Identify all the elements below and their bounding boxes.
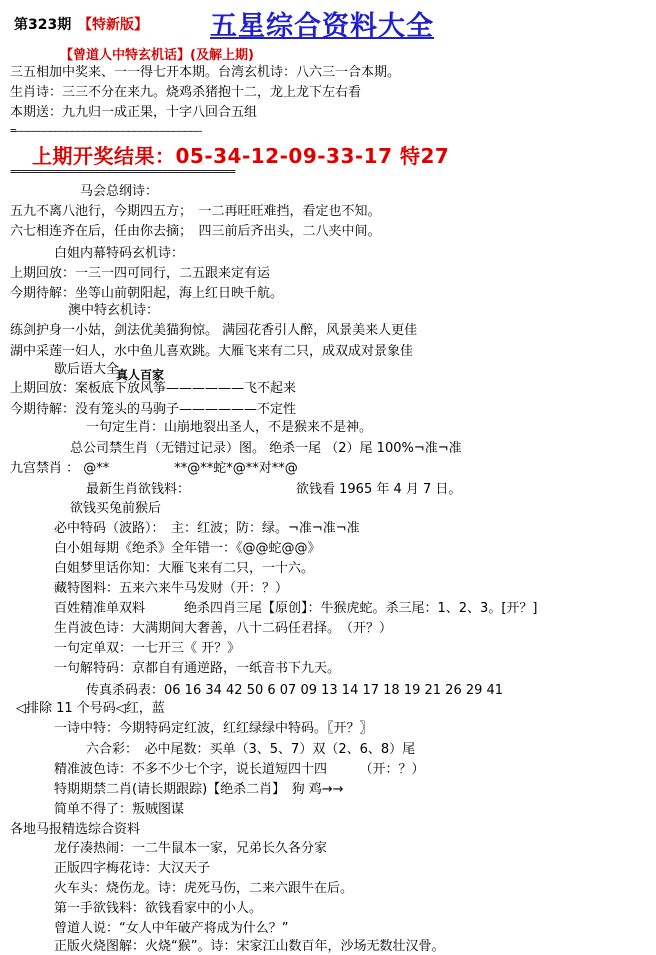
edition-label: 【特新版】 xyxy=(78,17,148,33)
page-title: 五星综合资料大全 xyxy=(210,11,434,42)
teqi-line: 特期期禁二肖(请长期跟踪)【绝杀二肖】 狗 鸡→→ xyxy=(54,782,344,797)
region-item: 第一手欲钱料：欲钱看家中的小人。 xyxy=(54,901,263,916)
baijie-title: 白姐内幕特码玄机诗： xyxy=(54,246,185,261)
teaser-line: 生肖诗：三三不分在来九。烧鸡杀猪抱十二，龙上龙下左右看 xyxy=(10,85,362,100)
teaser-line: 本期送：九九归一成正果，十字八回合五组 xyxy=(10,105,258,120)
teaser-line: 三五相加中奖来、一一得七开本期。台湾玄机诗：八六三一合本期。 xyxy=(10,65,401,80)
double-divider: ======================================== xyxy=(10,165,235,178)
zonggongsi-line: 总公司禁生肖（无错过记录）图。 绝杀一尾 （2）尾 100%¬准¬准 xyxy=(70,441,462,456)
mahui-title: 马会总纲诗： xyxy=(80,184,159,199)
item-line: 白小姐每期《绝杀》全年错一：《@@蛇@@》 xyxy=(54,541,321,556)
xiehouyu-line: 上期回放：案板底下放风筝——————飞不起来 xyxy=(10,381,297,396)
mahui-line: 五九不离八池行，今期四五方； 一二再旺旺难挡，看定也不知。 xyxy=(10,204,381,219)
last-result: 上期开奖结果：05-34-12-09-33-17 特27 xyxy=(32,144,450,168)
dash-divider: =————————————————————————————————— xyxy=(10,124,202,137)
region-item: 龙仔凑热闹：一二牛鼠本一家，兄弟长久各分家 xyxy=(54,841,328,856)
yishi-line: 一诗中特：今期特码定红波，红红绿绿中特码。〖开？〗 xyxy=(54,721,373,736)
qianmai-line: 欲钱买兔前猴后 xyxy=(70,501,162,516)
region-title: 各地马报精选综合资料 xyxy=(10,822,141,837)
issue-number: 第323期 xyxy=(14,17,72,33)
region-item: 正版火烧图解：火烧“猴”。诗：宋家江山数百年，沙场无数壮汉骨。 xyxy=(54,939,445,954)
xiehouyu-title: 歇后语大全 xyxy=(54,362,120,377)
item-line: 百姓精准单双料 绝杀四肖三尾【原创】：牛猴虎蛇。杀三尾：1、2、3。[开？] xyxy=(54,601,538,616)
xiehouyu-line: 今期待解：没有笼头的马驹子——————不定性 xyxy=(10,402,297,417)
qianqian-value: 欲钱看 1965 年 4 月 7 日。 xyxy=(296,482,462,497)
paichu-line: ◁排除 11 个号码◁红，蓝 xyxy=(16,701,165,716)
region-item: 曾道人说：“女人中年破产将成为什么？” xyxy=(54,921,289,936)
item-line: 一句解特码：京都自有通逆路，一纸音书下九天。 xyxy=(54,661,341,676)
yiju-shengxiao: 一句定生肖：山崩地裂出圣人，不是猴来不是神。 xyxy=(86,420,373,435)
item-line: 一句定单双：一七开三《 开？》 xyxy=(54,641,241,656)
aozhong-line: 湖中采莲一妇人，水中鱼儿喜欢跳。大雁飞来有二只，成双成对景象佳 xyxy=(10,344,414,359)
jiandan-line: 简单不得了：叛贼图谋 xyxy=(54,802,185,817)
aozhong-line: 练剑护身一小姑，剑法优美猫狗惊。 满园花香引人醉，风景美来人更佳 xyxy=(10,323,418,338)
overlay-text: 真人百家 xyxy=(116,368,165,382)
bizhong-line: 必中特码（波路）： 主：红波；防：绿。¬准¬准¬准 xyxy=(54,521,360,536)
region-item: 正版四字梅花诗：大汉天子 xyxy=(54,861,211,876)
jingzhun-line: 精准波色诗：不多不少七个字，说长道短四十四 （开：？） xyxy=(54,762,425,777)
region-item: 火车头：烧伤龙。诗：虎死马伤，二来六跟牛在后。 xyxy=(54,881,354,896)
item-line: 生肖波色诗：大满期间大奢善，八十二码任君择。 （开？） xyxy=(54,621,393,636)
baijie-line: 上期回放：一三一四可同行，二五跟来定有运 xyxy=(10,266,271,281)
item-line: 藏特图料：五来六来牛马发财（开：？） xyxy=(54,581,289,596)
qianqian-label: 最新生肖欲钱料： xyxy=(86,482,191,497)
item-line: 白姐梦里话你知：大雁飞来有二只，一十六。 xyxy=(54,561,315,576)
jiugong-line: 九宫禁肖 ： @** **@**蛇*@**对**@ xyxy=(10,461,298,476)
chuanzhen-line: 传真杀码表：06 16 34 42 50 6 07 09 13 14 17 18 19 21 26 29 41 xyxy=(86,683,504,698)
aozhong-title: 澳中特玄机诗： xyxy=(68,303,160,318)
liuhecai-line: 六合彩： 必中尾数：买单（3、5、7）双（2、6、8）尾 xyxy=(86,742,416,757)
baijie-line: 今期待解：坐等山前朝阳起，海上红日映千航。 xyxy=(10,286,284,301)
teaser-title: 【曾道人中特玄机话】(及解上期) xyxy=(60,48,254,63)
mahui-line: 六七相连齐在后，任由你去摘； 四三前后齐出头，二八夹中间。 xyxy=(10,224,381,239)
